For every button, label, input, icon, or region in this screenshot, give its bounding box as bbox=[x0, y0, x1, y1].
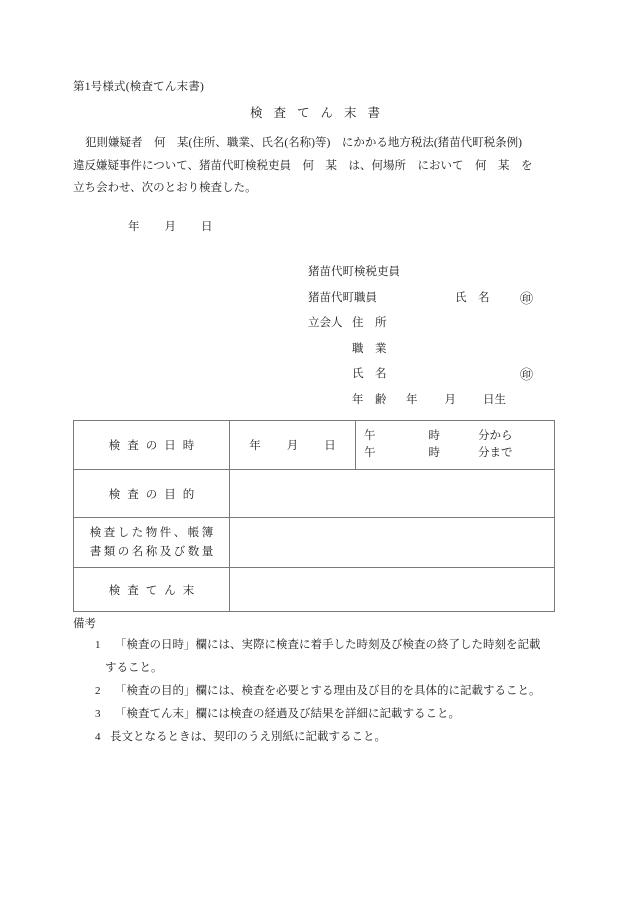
witness-label: 立会人 bbox=[308, 317, 343, 329]
remark-text-2: 「検査の目的」欄には、検査を必要とする理由及び目的を具体的に記載すること。 bbox=[115, 685, 541, 697]
form-number: 第1号様式(検査てん末書) bbox=[73, 81, 205, 93]
signature-row-inspector bbox=[308, 260, 558, 286]
date-line bbox=[128, 218, 213, 234]
witness-address-label: 住 所 bbox=[352, 317, 387, 329]
time-to-hour: 時 bbox=[428, 447, 440, 459]
inspection-table bbox=[73, 420, 555, 612]
signature-row-staff bbox=[308, 286, 558, 312]
staff-title: 猪苗代町職員 bbox=[308, 291, 377, 304]
witness-age-label: 年 齢 bbox=[352, 393, 387, 406]
table-row-purpose bbox=[74, 470, 555, 518]
witness-name-label: 氏 名 bbox=[352, 368, 387, 380]
table-label-items: 検査した物件、帳簿 書類の名称及び数量 bbox=[74, 518, 230, 568]
table-cell-time[interactable] bbox=[356, 421, 555, 470]
table-row-datetime bbox=[74, 421, 555, 470]
body-line-2: 違反嫌疑事件について、猪苗代町検税吏員 何 某 は、何場所 において 何 某 を bbox=[73, 159, 533, 172]
time-to-ampm: 午 bbox=[364, 447, 376, 459]
signature-row-occupation bbox=[308, 337, 558, 363]
birth-year-label: 年 bbox=[406, 393, 418, 406]
witness-birth-date bbox=[406, 388, 506, 414]
remark-number-1: 1 bbox=[95, 639, 101, 651]
remark-note-2 bbox=[73, 680, 573, 703]
table-cell-result-value[interactable] bbox=[230, 568, 555, 612]
birth-month-label: 月 bbox=[444, 393, 456, 406]
time-to-line bbox=[364, 445, 554, 462]
table-cell-items-value[interactable] bbox=[230, 518, 555, 568]
cell-date-year: 年 bbox=[249, 440, 261, 452]
table-label-datetime: 検査の日時 bbox=[74, 421, 230, 470]
time-from-line bbox=[364, 428, 554, 445]
signature-row-witness bbox=[308, 311, 558, 337]
remark-number-4: 4 bbox=[95, 731, 101, 743]
body-paragraph bbox=[73, 132, 557, 200]
remark-note-4 bbox=[73, 726, 573, 749]
table-cell-date[interactable] bbox=[230, 421, 356, 470]
seal-icon-witness: ㊞ bbox=[520, 367, 534, 382]
remarks-title: 備考 bbox=[73, 618, 96, 630]
time-from-hour: 時 bbox=[428, 430, 440, 442]
remark-note-3 bbox=[73, 703, 573, 726]
cell-date-day: 日 bbox=[324, 440, 336, 452]
seal-icon-staff: ㊞ bbox=[520, 290, 534, 306]
remark-number-3: 3 bbox=[95, 708, 101, 720]
inspector-title: 猪苗代町検税吏員 bbox=[308, 266, 400, 278]
body-line-3: 立ち会わせ、次のとおり検査した。 bbox=[73, 182, 257, 194]
remark-text-1: 「検査の日時」欄には、実際に検査に着手した時刻及び検査の終了した時刻を記載 bbox=[115, 639, 541, 651]
table-label-purpose: 検査の目的 bbox=[74, 470, 230, 518]
staff-name-label: 氏 名 bbox=[455, 291, 490, 304]
body-line-1: 犯則嫌疑者 何 某(住所、職業、氏名(名称)等) にかかる地方税法(猪苗代町税条例) bbox=[85, 137, 522, 149]
time-from-ampm: 午 bbox=[364, 430, 376, 442]
date-year-label: 年 bbox=[128, 221, 140, 233]
signature-block bbox=[308, 260, 558, 413]
date-day-label: 日 bbox=[201, 221, 213, 233]
time-from-minute: 分から bbox=[478, 430, 513, 442]
table-row-items bbox=[74, 518, 555, 568]
table-label-result: 検査てん末 bbox=[74, 568, 230, 612]
witness-occupation-label: 職 業 bbox=[352, 342, 387, 355]
table-cell-purpose-value[interactable] bbox=[230, 470, 555, 518]
remark-number-2: 2 bbox=[95, 685, 101, 697]
document-title: 検査てん末書 bbox=[249, 106, 391, 120]
remarks-section bbox=[73, 614, 573, 749]
remark-text-4: 長文となるときは、契印のうえ別紙に記載すること。 bbox=[110, 731, 386, 743]
time-to-minute: 分まで bbox=[478, 447, 513, 459]
signature-row-witness-name bbox=[308, 362, 558, 388]
date-month-label: 月 bbox=[164, 221, 176, 233]
signature-row-age bbox=[308, 388, 558, 414]
remark-continuation-1: すること。 bbox=[105, 662, 163, 674]
table-row-result bbox=[74, 568, 555, 612]
remark-note-1 bbox=[73, 634, 573, 680]
remark-text-3: 「検査てん末」欄には検査の経過及び結果を詳細に記載すること。 bbox=[115, 708, 460, 720]
birth-day-label: 日生 bbox=[483, 393, 506, 406]
cell-date-month: 月 bbox=[286, 440, 299, 452]
